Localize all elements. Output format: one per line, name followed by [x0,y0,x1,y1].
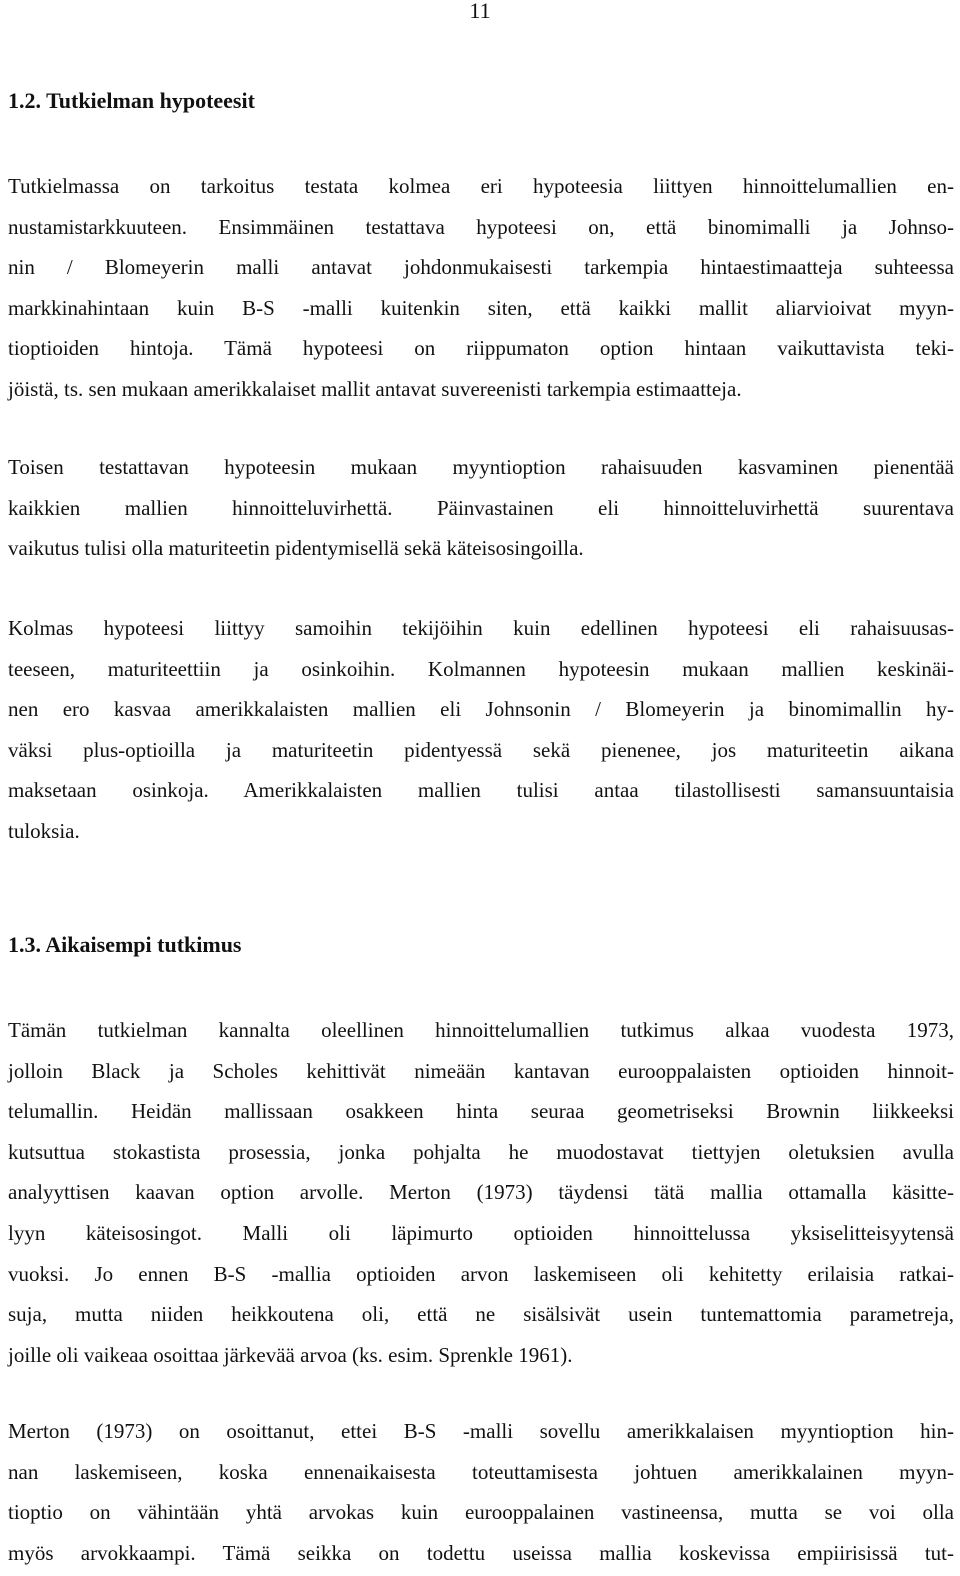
paragraph-merton [8,1411,954,1573]
text-line: Tutkielmassa on tarkoitus testata kolmea eri hypoteesia liittyen hinnoittelumallien en- [8,174,954,198]
text-line: nin / Blomeyerin malli antavat johdonmukaisesti tarkempia hintaestimaatteja suhteessa [8,255,954,280]
text-line: Toisen testattavan hypoteesin mukaan myyntioption rahaisuuden kasvaminen pienentää [8,455,954,479]
text-line: suja, mutta niiden heikkoutena oli, että ne sisälsivät usein tuntemattomia parametreja, [8,1302,954,1327]
paragraph-third-hypothesis [8,608,954,852]
text-line: väksi plus-optioilla ja maturiteetin pidentyessä sekä pienenee, jos maturiteetin aikana [8,737,954,762]
text-line: tuloksia. [8,818,80,843]
text-line: kutsuttua stokastista prosessia, jonka pohjalta he muodostavat tiettyjen oletuksien avulla [8,1139,954,1164]
text-line: vaikutus tulisi olla maturiteetin pidentymisellä sekä käteisosingoilla. [8,536,584,561]
paragraph-prior-research [8,1010,954,1375]
text-line: vuoksi. Jo ennen B-S -mallia optioiden arvon laskemiseen oli kehitetty erilaisia ratkai- [8,1261,954,1286]
text-line: jolloin Black ja Scholes kehittivät nimeään kantavan eurooppalaisten optioiden hinnoit- [8,1058,954,1083]
text-line: nustamistarkkuuteen. Ensimmäinen testattava hypoteesi on, että binomimalli ja Johnso- [8,214,954,239]
text-line: maksetaan osinkoja. Amerikkalaisten mallien tulisi antaa tilastollisesti samansuuntaisia [8,778,954,803]
text-line: Tämän tutkielman kannalta oleellinen hinnoittelumallien tutkimus alkaa vuodesta 1973, [8,1018,954,1042]
text-line: Merton (1973) on osoittanut, ettei B-S -malli sovellu amerikkalaisen myyntioption hin- [8,1419,954,1443]
paragraph-hypotheses-intro [8,166,954,410]
text-line: tioptioiden hintoja. Tämä hypoteesi on riippumaton option hintaan vaikuttavista teki- [8,336,954,361]
text-line: lyyn käteisosingot. Malli oli läpimurto optioiden hinnoittelussa yksiselitteisyytensä [8,1220,954,1245]
text-line: myös arvokkaampi. Tämä seikka on todettu useissa mallia koskevissa empiirisissä tut- [8,1540,954,1565]
section-heading-1-3: 1.3. Aikaisempi tutkimus [8,932,242,957]
text-line: nen ero kasvaa amerikkalaisten mallien eli Johnsonin / Blomeyerin ja binomimallin hy- [8,697,954,722]
text-line: markkinahintaan kuin B-S -malli kuitenkin siten, että kaikki mallit aliarvioivat myyn- [8,295,954,320]
section-heading-1-2: 1.2. Tutkielman hypoteesit [8,88,255,113]
text-line: telumallin. Heidän mallissaan osakkeen hinta seuraa geometriseksi Brownin liikkeeksi [8,1099,954,1124]
text-line: jöistä, ts. sen mukaan amerikkalaiset mallit antavat suvereenisti tarkempia estimaatteja. [8,376,742,401]
text-line: Kolmas hypoteesi liittyy samoihin tekijöihin kuin edellinen hypoteesi eli rahaisuusas- [8,616,954,640]
text-line: kaikkien mallien hinnoitteluvirhettä. Päinvastainen eli hinnoitteluvirhettä suurentava [8,495,954,520]
text-line: tioptio on vähintään yhtä arvokas kuin eurooppalainen vastineensa, mutta se voi olla [8,1500,954,1525]
page-number: 11 [469,0,491,23]
text-line: analyyttisen kaavan option arvolle. Merton (1973) täydensi tätä mallia ottamalla käsitte- [8,1180,954,1205]
text-line: joille oli vaikeaa osoittaa järkevää arvoa (ks. esim. Sprenkle 1961). [8,1342,573,1367]
text-line: nan laskemiseen, koska ennenaikaisesta toteuttamisesta johtuen amerikkalainen myyn- [8,1459,954,1484]
text-line: teeseen, maturiteettiin ja osinkoihin. Kolmannen hypoteesin mukaan mallien keskinäi- [8,656,954,681]
paragraph-second-hypothesis [8,447,954,569]
